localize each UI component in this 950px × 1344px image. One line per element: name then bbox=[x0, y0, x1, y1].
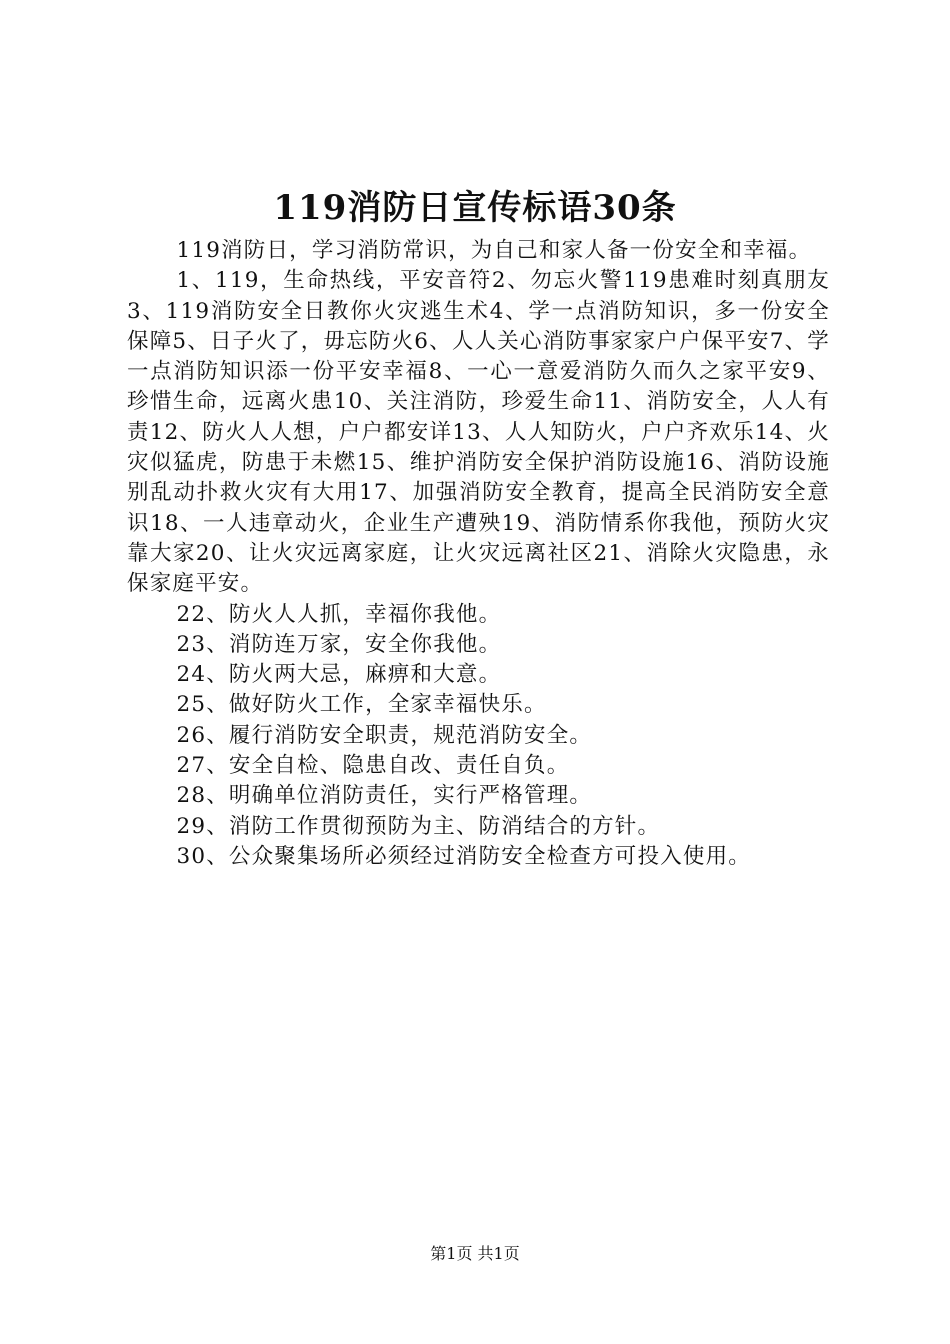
document-title: 119消防日宣传标语30条 bbox=[273, 188, 677, 228]
page-number-footer: 第1页 共1页 bbox=[430, 1244, 520, 1263]
document-body bbox=[127, 236, 830, 872]
slogan-item: 23、消防连万家，安全你我他。 bbox=[176, 631, 502, 657]
slogan-item: 28、明确单位消防责任，实行严格管理。 bbox=[176, 783, 593, 809]
slogan-item: 26、履行消防安全职责，规范消防安全。 bbox=[176, 722, 593, 748]
intro-paragraph: 119消防日，学习消防常识，为自己和家人备一份安全和幸福。 bbox=[176, 238, 812, 263]
slogan-item: 25、做好防火工作，全家幸福快乐。 bbox=[176, 692, 547, 718]
slogan-item: 24、防火两大忌，麻痹和大意。 bbox=[176, 662, 502, 688]
slogan-item: 30、公众聚集场所必须经过消防安全检查方可投入使用。 bbox=[176, 843, 751, 869]
slogan-item: 29、消防工作贯彻预防为主、防消结合的方针。 bbox=[176, 813, 661, 839]
slogans-paragraph: 1、119，生命热线，平安音符2、勿忘火警119患难时刻真朋友3、119消防安全日教你火灾逃生术4、学一点消防知识，多一份安全保障5、日子火了，毋忘防火6、人人关心消防事家家户户保平安7、学一点消防知识添一份平安幸福8、一心一意爱消防久而久之家平安9、珍惜生命，远离火患10、关注消防，珍爱生命11、消防安全，人人有责12、防火人人想，户户都安详13、人人知防火，户户齐欢乐14、火灾似猛虎，防患于未燃15、维护消防安全保护消防设施16、消防设施别乱动扑救火灾有大用17、加强消防安全教育，提高全民消防安全意识18、一人违章动火，企业生产遭殃19、消防情系你我他，预防火灾靠大家20、让火灾远离家庭，让火灾远离社区21、消除火灾隐患，永保家庭平安。 bbox=[127, 268, 830, 597]
slogan-item: 22、防火人人抓，幸福你我他。 bbox=[176, 601, 502, 627]
slogan-item: 27、安全自检、隐患自改、责任自负。 bbox=[176, 753, 570, 779]
